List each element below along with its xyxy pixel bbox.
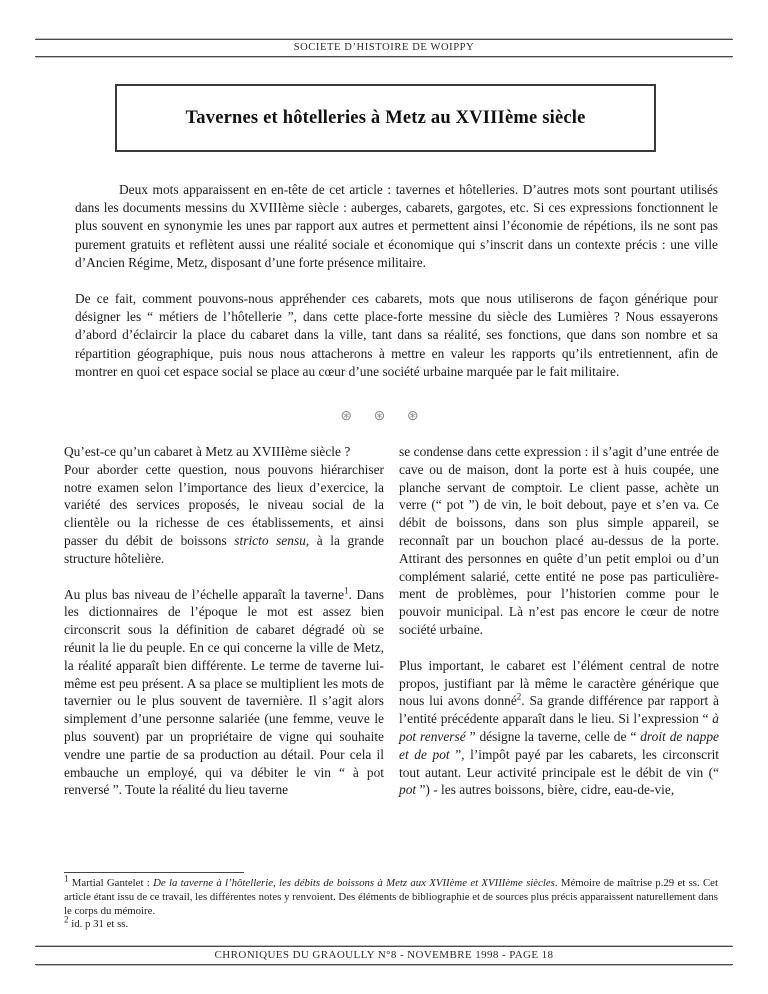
right-p2-mid2: ” désigne la taverne, celle de “	[465, 728, 641, 744]
latin-phrase: stricto sensu	[234, 532, 306, 548]
intro-section	[75, 181, 718, 381]
intro-paragraph-2: De ce fait, comment pouvons-nous appréhender ces cabarets, mots que nous utiliserons de façon générique pour désigner les “ métiers de l’hôtellerie ”, dans cette place-forte messine du siècle des Lumières ? Nous essayerons d’abord d’éclaircir la place du cabaret dans la ville, tant dans sa réalité, ses fonctions, que dans son nombre et sa répartition géographique, puis nous nous attacherons à mettre en valeur les rapports qu’ils entretiennent, afin de montrer en quoi cet espace social se place au cœur d’une société urbaine marquée par le fait militaire.	[75, 291, 718, 379]
page-footer	[35, 946, 733, 965]
title-box	[115, 84, 656, 152]
intro-paragraph-1: Deux mots apparaissent en en-tête de cet article : tavernes et hôtelleries. D’autres mots sont pourtant utilisés dans les documents messins du XVIIIème siècle : auberges, cabarets, gargotes, etc. Si ces expressions fonctionnent le plus souvent en synonymie les unes par rapport aux autres et permettent ainsi l’économie de répétions, ils ne sont pas purement gratuits et reflètent aussi une réalité sociale et économique qui s’inscrit dans un contexte précis : une ville d’Ancien Régime, Metz, disposant d’une forte présence militaire.	[75, 182, 718, 270]
right-p2-mid1: . Sa grande différence par rapport à l’entité précédente apparaît dans le lieu. Si l’expression “	[399, 693, 719, 727]
footnote-ref-1: 1	[344, 585, 349, 596]
footnote-1	[64, 873, 718, 918]
right-paragraph-1: se condense dans cette expression : il s’agit d’une entrée de cave ou de maison, dont la porte est à huis coupée, une planche servant de comptoir. Le client passe, achète un verre (“ pot ”) de vin, le boit debout, paye et s’en va. Ce débit de boissons, dans son plus simple appareil, se reconnaît par un bouchon placé au-dessus de la porte. Attirant des personnes en quête d’un petit emploi ou d’un complément salarié, cette entité ne pose pas particulière-ment de problèmes, pour l’historien comme pour le pouvoir municipal. Là n’est pas encore le cœur de notre société urbaine.	[399, 444, 719, 637]
left-p1-text: Pour aborder cette question, nous pouvons hiérarchiser notre examen selon l’importance des lieux d’exercice, la variété des services proposés, le niveau social de la clientèle ou la richesse de ces établissements, et ainsi passer du débit de boissons	[64, 461, 384, 548]
expression-pot-renverse: à pot renversé	[399, 711, 719, 744]
expression-droit-de-nappe: droit de nappe et de pot	[399, 728, 719, 762]
footnotes-section	[64, 872, 718, 932]
right-p2-mid3: ”, l’impôt payé par les cabarets, les circonscrit tout autant. Leur activité principale est le débit de vin (“	[399, 746, 720, 780]
footnote-1-marker: 1	[64, 873, 69, 884]
section-separator	[0, 408, 768, 425]
footnote-1-author: Martial Gantelet :	[68, 877, 154, 889]
society-name: SOCIETE D’HISTOIRE DE WOIPPY	[293, 42, 475, 53]
left-paragraph-1	[64, 461, 384, 568]
left-p1-tail: , à la grande structure hôtelière.	[64, 532, 384, 566]
right-paragraph-2	[399, 657, 719, 799]
right-p2-tail: ”) - les autres boissons, bière, cidre, eau-de-vie,	[416, 782, 675, 798]
footnote-2-text: id. p 31 et ss.	[68, 918, 129, 931]
florette-icons: ⊛ ⊛ ⊛	[340, 409, 428, 424]
footnote-1-text: . Mémoire de maîtrise p.29 et ss. Cet article étant issu de ce travail, les différentes notes y renvoient. Des éléments de bibliographie et de sources plus précis apparaissent naturellement dans le corps du mémoire.	[64, 877, 718, 917]
footnote-1-work-title: De la taverne à l’hôtellerie, les débits de boissons à Metz aux XVIIème et XVIIIème siècles	[153, 877, 555, 889]
expression-pot: pot	[399, 782, 417, 798]
page-header	[35, 39, 733, 57]
footnote-ref-2: 2	[516, 691, 522, 702]
left-p2-text: Au plus bas niveau de l’échelle apparaît la taverne	[64, 586, 345, 602]
left-p2-tail: . Dans les dictionnaires de l’époque le mot est assez bien circonscrit sous la définition de cabaret dégradé où se réunit la lie du peuple. En ce qui concerne la ville de Metz, la réalité apparaît bien différente. Le terme de taverne lui-même est peu présent. A sa place se multiplient les mots de tavernier ou le plus souvent de tavernière. Il s’agit alors simplement d’une personne salariée (une femme, veuve le plus souvent) par un propriétaire de vigne qui souhaite vendre une partie de sa production au détail. Pour cela il embauche un employé, qui va débiter le vin “ à pot renversé ”. Toute la réalité du lieu taverne	[64, 586, 384, 798]
left-question: Qu’est-ce qu’un cabaret à Metz au XVIIIème siècle ?	[64, 444, 351, 459]
left-paragraph-2	[64, 586, 384, 800]
left-column	[64, 443, 384, 799]
journal-issue-page: CHRONIQUES DU GRAOULLY N°8 - NOVEMBRE 1998 - PAGE 18	[214, 949, 554, 961]
footnote-2-marker: 2	[64, 914, 69, 925]
article-title: Tavernes et hôtelleries à Metz au XVIIIème siècle	[185, 107, 586, 128]
two-column-body	[64, 443, 719, 799]
right-column	[399, 443, 719, 799]
footnote-rule	[64, 872, 244, 873]
footnote-2	[64, 914, 718, 932]
right-p2-text: Plus important, le cabaret est l’élément central de notre propos, justifiant par là même le caractère générique que nous lui avons donné	[399, 657, 719, 709]
